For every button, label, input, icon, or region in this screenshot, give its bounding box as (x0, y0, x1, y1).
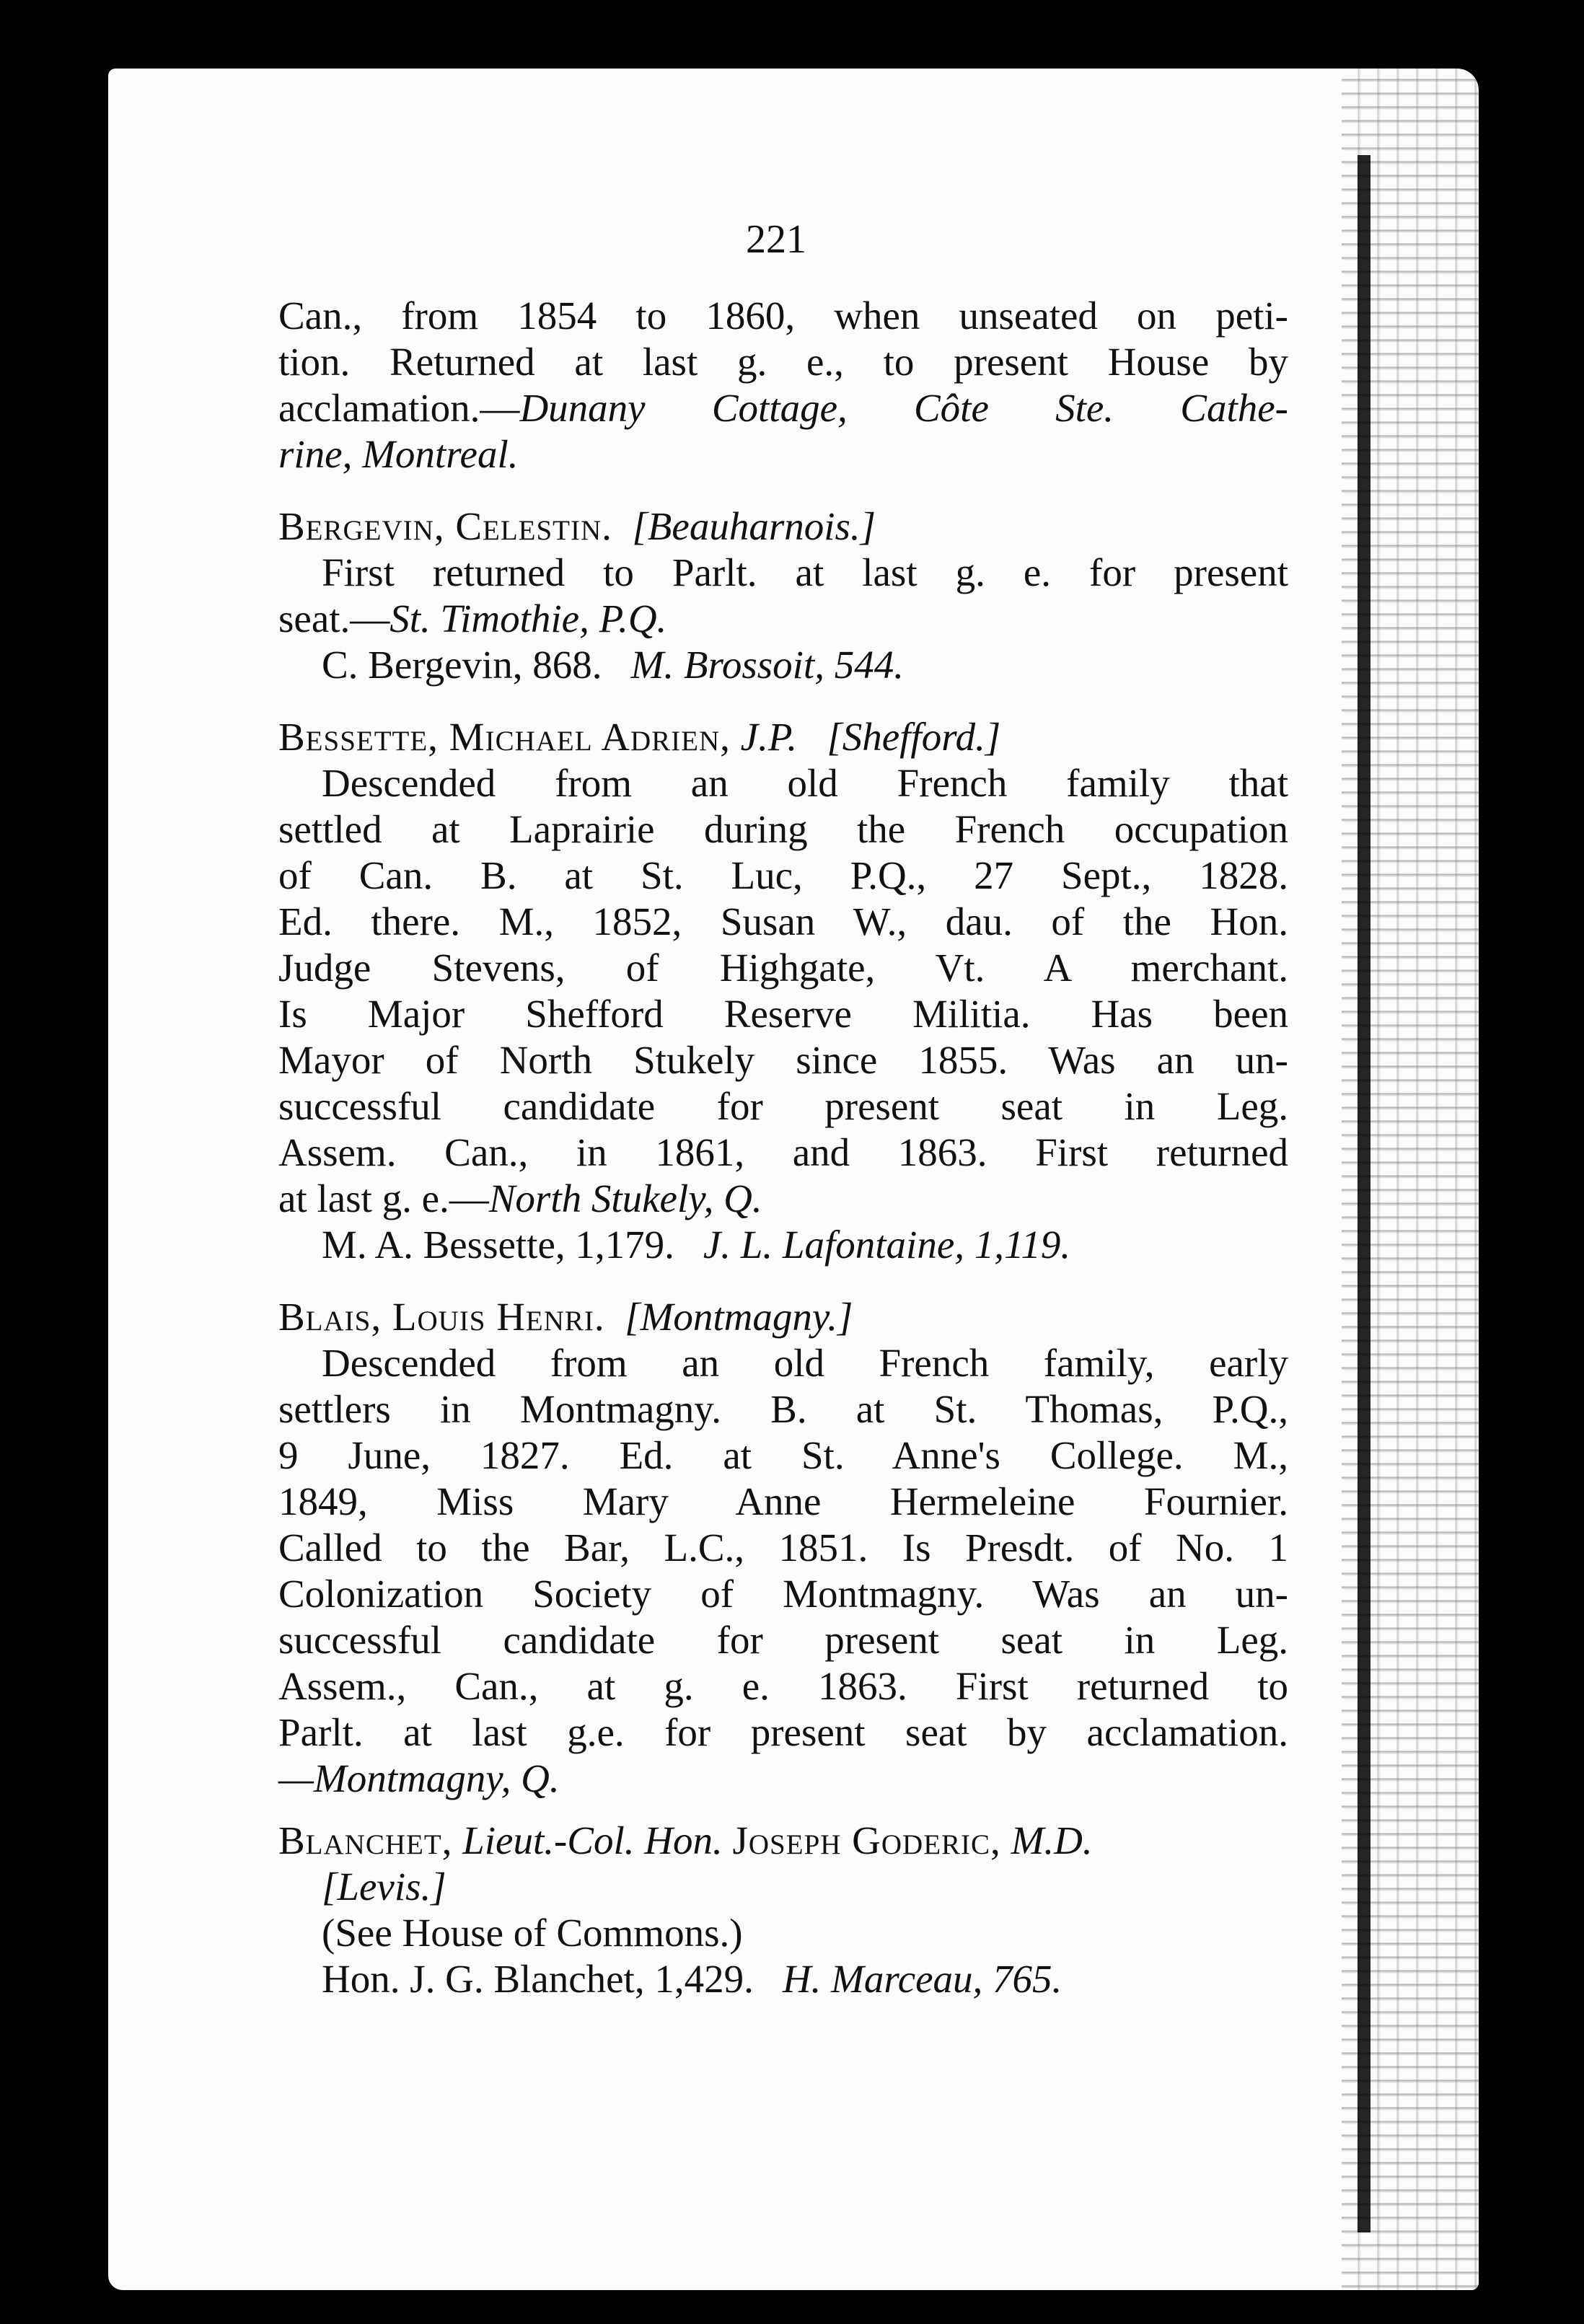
entry-bergevin (278, 503, 1288, 688)
text-line: at last g. e.—North Stukely, Q. (278, 1176, 762, 1220)
book-page (108, 69, 1479, 2290)
text-line: Judge Stevens, of Highgate, Vt. A merchant. (278, 946, 1288, 990)
address: rine, Montreal. (278, 432, 519, 476)
entry-blanchet (278, 1818, 1288, 2002)
text-line: 9 June, 1827. Ed. at St. Anne's College. M., (278, 1433, 1288, 1477)
text-line: Can., from 1854 to 1860, when unseated on peti- (278, 294, 1288, 338)
page-number: 221 (746, 217, 806, 262)
text-line: of Can. B. at St. Luc, P.Q., 27 Sept., 1828. (278, 853, 1288, 897)
text-line (278, 1864, 1288, 1910)
entry-blais (278, 1294, 1288, 1802)
text-line: 1849, Miss Mary Anne Hermeleine Fournier. (278, 1479, 1288, 1523)
entry-heading (278, 503, 1288, 550)
address: Dunany Cottage, Côte Ste. Cathe- (519, 386, 1288, 430)
member-name: Joseph Goderic, (732, 1818, 1001, 1862)
text-line: successful candidate for present seat in Leg. (278, 1618, 1288, 1662)
text-line: acclamation.—Dunany Cottage, Côte Ste. Cathe- (278, 386, 1288, 430)
entry-heading (278, 1818, 1288, 1864)
constituency: [Beauharnois.] (632, 504, 876, 548)
page-text (278, 216, 1288, 2002)
text-line: settlers in Montmagny. B. at St. Thomas, P.Q., (278, 1387, 1288, 1431)
text-line: Colonization Society of Montmagny. Was an un- (278, 1572, 1288, 1616)
text-line: Assem., Can., at g. e. 1863. First returned to (278, 1664, 1288, 1708)
member-name: Bessette, Michael Adrien, (278, 715, 731, 759)
entry-bessette (278, 714, 1288, 1268)
election-result: C. Bergevin, 868. M. Brossoit, 544. (322, 643, 904, 687)
text-line: Ed. there. M., 1852, Susan W., dau. of the Hon. (278, 899, 1288, 943)
text-line: Is Major Shefford Reserve Militia. Has been (278, 992, 1288, 1036)
title-suffix: J.P. (740, 715, 798, 759)
text-line: Called to the Bar, L.C., 1851. Is Presdt. of No. 1 (278, 1526, 1288, 1570)
text-line: tion. Returned at last g. e., to present House by (278, 340, 1288, 384)
binding-shadow (1358, 155, 1370, 2232)
election-result: M. A. Bessette, 1,179. J. L. Lafontaine, 1,119. (322, 1223, 1071, 1267)
member-name: Blanchet, (278, 1818, 453, 1862)
election-result: Hon. J. G. Blanchet, 1,429. H. Marceau, 765. (322, 1957, 1062, 2001)
constituency: [Montmagny.] (625, 1295, 853, 1339)
member-name: Bergevin, Celestin. (278, 504, 612, 548)
address: —Montmagny, Q. (278, 1756, 560, 1800)
text-line: Descended from an old French family that (322, 761, 1288, 805)
text-line: successful candidate for present seat in Leg. (278, 1084, 1288, 1128)
text-line (278, 431, 1288, 477)
constituency: [Shefford.] (827, 715, 1001, 759)
cross-reference: (See House of Commons.) (322, 1911, 743, 1955)
degree: M.D. (1011, 1818, 1093, 1862)
member-rank: Lieut.-Col. Hon. (462, 1818, 723, 1862)
text-line: Parlt. at last g.e. for present seat by acclamation. (278, 1710, 1288, 1754)
member-name: Blais, Louis Henri. (278, 1295, 605, 1339)
text-line: First returned to Parlt. at last g. e. for present (322, 550, 1288, 594)
text-line: Assem. Can., in 1861, and 1863. First returned (278, 1130, 1288, 1174)
constituency: [Levis.] (322, 1865, 446, 1909)
continuation-paragraph (278, 293, 1288, 477)
entry-heading (278, 714, 1288, 760)
text-line: Mayor of North Stukely since 1855. Was an un- (278, 1038, 1288, 1082)
text-line: Descended from an old French family, early (322, 1341, 1288, 1385)
text-line: settled at Laprairie during the French occupation (278, 807, 1288, 851)
entry-heading (278, 1294, 1288, 1340)
text-line: seat.—St. Timothie, P.Q. (278, 597, 667, 641)
text-line (278, 1756, 1288, 1802)
address: St. Timothie, P.Q. (390, 597, 667, 641)
address: North Stukely, Q. (488, 1176, 762, 1220)
